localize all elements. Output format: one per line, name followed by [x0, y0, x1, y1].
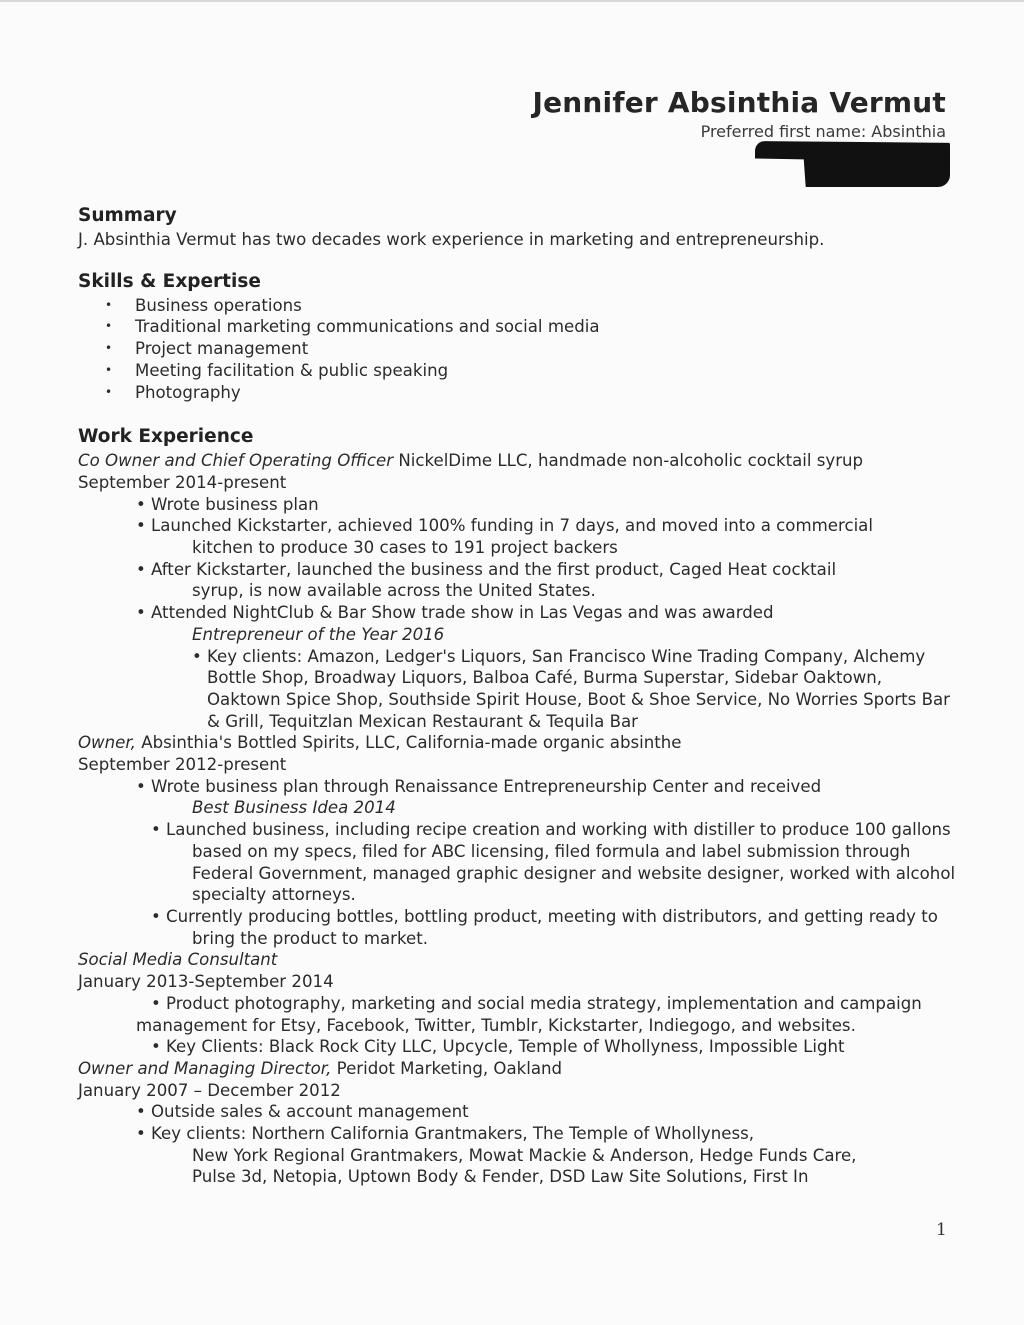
- job-dates: September 2014-present: [78, 472, 287, 492]
- skill-item: • Project management: [78, 338, 958, 360]
- job-title: Social Media Consultant: [78, 950, 278, 970]
- skill-item: • Photography: [78, 382, 958, 404]
- bullet-item: • Key clients: Amazon, Ledger's Liquors, San Francisco Wine Trading Company, Alchemy Bottle Shop, Broadway Liquors, Balboa Café, Burma Superstar, Sidebar Oaktown, Oaktown Spice Shop, Southside Spirit House, Boot & Shoe Service, No Worries Sports Bar & Grill, Tequitzlan Mexican Restaurant & Tequila Bar: [192, 646, 950, 731]
- job-title: Co Owner and Chief Operating Officer: [78, 451, 394, 471]
- bullet-continuation: syrup, is now available across the United States.: [192, 581, 596, 601]
- summary-text: J. Absinthia Vermut has two decades work experience in marketing and entrepreneurship.: [78, 230, 825, 249]
- bullet-item: • Attended NightClub & Bar Show trade show in Las Vegas and was awarded: [136, 603, 774, 623]
- bullet-item: • Outside sales & account management: [136, 1102, 469, 1122]
- candidate-name: Jennifer Absinthia Vermut: [532, 86, 946, 119]
- resume-header: [532, 86, 946, 143]
- award-name: Best Business Idea 2014: [192, 798, 396, 818]
- job-title-line: [78, 450, 958, 472]
- bullet-item: • Product photography, marketing and social media strategy, implementation and campaign management for Etsy, Facebook, Twitter, Tumblr, Kickstarter, Indiegogo, and websites.: [136, 993, 922, 1035]
- bullet-item: • Wrote business plan through Renaissance Entrepreneurship Center and received: [136, 776, 822, 796]
- skill-item: • Business operations: [78, 295, 958, 317]
- summary-heading: Summary: [78, 205, 177, 226]
- job-title: Owner,: [78, 733, 136, 753]
- job-dates: September 2012-present: [78, 755, 287, 775]
- job-dates: January 2007 – December 2012: [78, 1080, 341, 1100]
- page-number: 1: [936, 1220, 947, 1240]
- bullet-item: • Key clients: Northern California Grantmakers, The Temple of Whollyness,: [136, 1124, 755, 1144]
- bullet-item: • Wrote business plan: [136, 494, 319, 514]
- bullet-item: • Key Clients: Black Rock City LLC, Upcycle, Temple of Whollyness, Impossible Light: [151, 1037, 845, 1057]
- bullet-continuation: kitchen to produce 30 cases to 191 project backers: [192, 538, 618, 558]
- skill-item: • Meeting facilitation & public speaking: [78, 360, 958, 382]
- bullet-continuation: Pulse 3d, Netopia, Uptown Body & Fender, DSD Law Site Solutions, First In: [192, 1167, 809, 1187]
- scan-edge: [0, 0, 1024, 2]
- job-title-line: [78, 949, 958, 971]
- job-bullets: [78, 776, 958, 950]
- bullet-item: • Launched business, including recipe creation and working with distiller to produce 100 gallons based on my specs, filed for ABC licensing, filed formula and label submission through Federal Government, managed graphic designer and website designer, worked with alcohol specialty attorneys.: [151, 820, 956, 905]
- award-name: Entrepreneur of the Year 2016: [192, 624, 445, 644]
- work-heading: Work Experience: [78, 426, 254, 448]
- job-dates: January 2013-September 2014: [78, 972, 334, 992]
- job-bullets: [78, 494, 958, 733]
- skills-list: [78, 295, 958, 404]
- skills-heading: Skills & Expertise: [78, 270, 261, 292]
- preferred-name: Preferred first name: Absinthia: [700, 122, 946, 141]
- job-title-line: [78, 732, 958, 754]
- bullet-item: • Currently producing bottles, bottling product, meeting with distributors, and getting ready to bring the product to market.: [151, 906, 938, 948]
- job-bullets: [78, 1101, 958, 1188]
- resume-body: [78, 203, 958, 1188]
- bullet-item: • Launched Kickstarter, achieved 100% funding in 7 days, and moved into a commercial: [136, 516, 873, 536]
- bullet-continuation: New York Regional Grantmakers, Mowat Mackie & Anderson, Hedge Funds Care,: [192, 1145, 857, 1165]
- job-bullets: [78, 993, 958, 1058]
- job-org: NickelDime LLC, handmade non-alcoholic cocktail syrup: [393, 451, 864, 471]
- job-org: Absinthia's Bottled Spirits, LLC, California-made organic absinthe: [135, 733, 682, 753]
- skill-item: • Traditional marketing communications and social media: [78, 316, 958, 338]
- redacted-contact-info: [755, 141, 950, 187]
- job-org: Peridot Marketing, Oakland: [331, 1058, 563, 1078]
- job-title: Owner and Managing Director,: [78, 1058, 332, 1078]
- job-title-line: [78, 1058, 958, 1080]
- bullet-item: • After Kickstarter, launched the business and the first product, Caged Heat cocktail: [136, 559, 837, 579]
